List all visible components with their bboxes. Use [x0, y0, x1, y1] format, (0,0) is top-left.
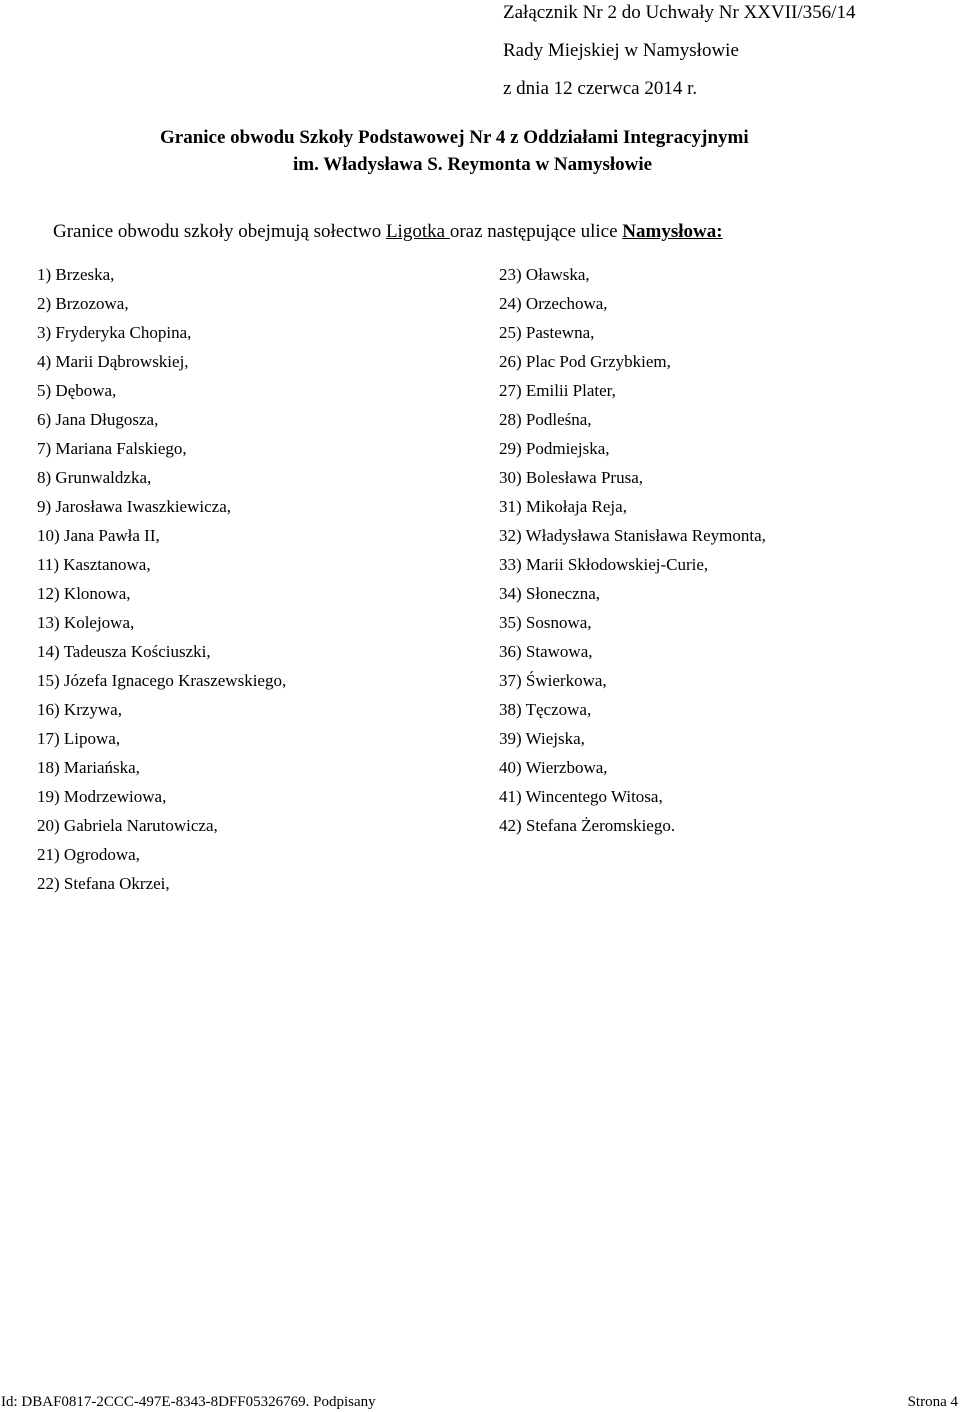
street-item: 11) Kasztanowa,	[37, 555, 151, 574]
street-item: 29) Podmiejska,	[499, 439, 610, 458]
street-item: 15) Józefa Ignacego Kraszewskiego,	[37, 671, 287, 690]
street-item: 36) Stawowa,	[499, 642, 593, 661]
intro-paragraph	[53, 218, 723, 246]
street-list-right	[499, 260, 766, 840]
street-item: 28) Podleśna,	[499, 410, 592, 429]
attachment-header	[503, 0, 855, 108]
street-item: 39) Wiejska,	[499, 729, 585, 748]
header-council-name: Rady Miejskiej w Namysłowie	[503, 40, 739, 61]
street-item: 30) Bolesława Prusa,	[499, 468, 644, 487]
street-item: 38) Tęczowa,	[499, 700, 592, 719]
street-item: 42) Stefana Żeromskiego.	[499, 816, 676, 835]
street-item: 6) Jana Długosza,	[37, 410, 159, 429]
street-item: 4) Marii Dąbrowskiej,	[37, 352, 189, 371]
intro-text-before: Granice obwodu szkoły obejmują sołectwo	[53, 221, 386, 242]
street-item: 33) Marii Skłodowskiej-Curie,	[499, 555, 709, 574]
street-item: 16) Krzywa,	[37, 700, 122, 719]
document-title	[160, 124, 860, 178]
street-item: 17) Lipowa,	[37, 729, 121, 748]
street-item: 24) Orzechowa,	[499, 294, 608, 313]
street-item: 2) Brzozowa,	[37, 294, 129, 313]
header-attachment-number: Załącznik Nr 2 do Uchwały Nr XXVII/356/14	[503, 2, 856, 23]
street-item: 21) Ogrodowa,	[37, 845, 140, 864]
page-number: Strona 4	[907, 1394, 958, 1410]
street-item: 32) Władysława Stanisława Reymonta,	[499, 526, 766, 545]
street-item: 13) Kolejowa,	[37, 613, 135, 632]
street-item: 8) Grunwaldzka,	[37, 468, 152, 487]
street-item: 10) Jana Pawła II,	[37, 526, 160, 545]
street-item: 18) Mariańska,	[37, 758, 140, 777]
intro-text-middle: oraz następujące ulice	[449, 221, 623, 242]
intro-village-name: Ligotka	[385, 221, 450, 242]
street-item: 27) Emilii Plater,	[499, 381, 616, 400]
header-date: z dnia 12 czerwca 2014 r.	[503, 78, 698, 99]
title-line-1: Granice obwodu Szkoły Podstawowej Nr 4 z Oddziałami Integracyjnymi	[160, 127, 749, 148]
street-item: 9) Jarosława Iwaszkiewicza,	[37, 497, 231, 516]
street-item: 26) Plac Pod Grzybkiem,	[499, 352, 671, 371]
street-item: 23) Oławska,	[499, 265, 590, 284]
street-item: 34) Słoneczna,	[499, 584, 601, 603]
street-item: 41) Wincentego Witosa,	[499, 787, 663, 806]
street-item: 14) Tadeusza Kościuszki,	[37, 642, 211, 661]
street-item: 35) Sosnowa,	[499, 613, 592, 632]
street-item: 31) Mikołaja Reja,	[499, 497, 627, 516]
document-id: Id: DBAF0817-2CCC-497E-8343-8DFF05326769. Podpisany	[1, 1394, 376, 1410]
intro-town-name: Namysłowa:	[622, 221, 723, 242]
street-item: 12) Klonowa,	[37, 584, 131, 603]
street-item: 37) Świerkowa,	[499, 671, 607, 690]
street-item: 40) Wierzbowa,	[499, 758, 608, 777]
street-item: 25) Pastewna,	[499, 323, 595, 342]
street-list-left	[37, 260, 286, 898]
street-item: 19) Modrzewiowa,	[37, 787, 167, 806]
street-item: 1) Brzeska,	[37, 265, 115, 284]
street-item: 20) Gabriela Narutowicza,	[37, 816, 218, 835]
street-item: 3) Fryderyka Chopina,	[37, 323, 192, 342]
title-line-2: im. Władysława S. Reymonta w Namysłowie	[293, 154, 653, 175]
street-item: 5) Dębowa,	[37, 381, 117, 400]
street-item: 22) Stefana Okrzei,	[37, 874, 170, 893]
page-footer	[0, 1392, 960, 1412]
street-item: 7) Mariana Falskiego,	[37, 439, 187, 458]
